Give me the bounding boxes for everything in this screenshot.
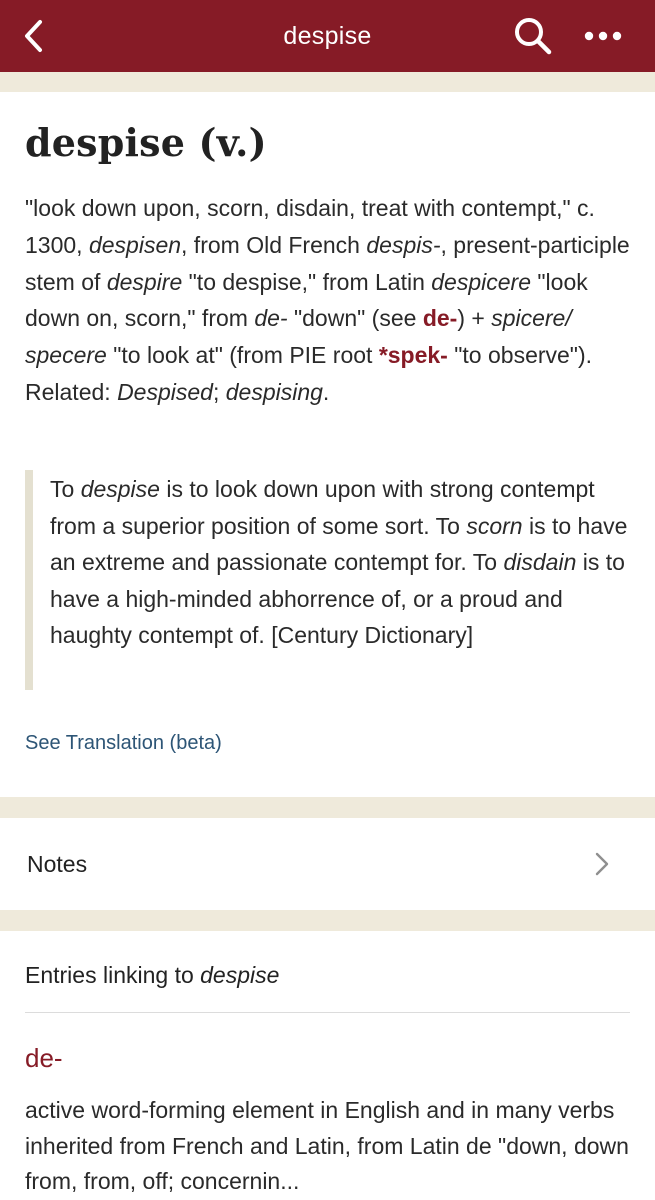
separator-band	[0, 72, 655, 92]
linked-entry-snippet: active word-forming element in English and in many verbs inherited from French and Latin, from Latin de "down, down from, from, off; concernin...	[25, 1097, 629, 1194]
separator-band	[0, 910, 655, 931]
italic-term: despire	[106, 268, 183, 295]
century-dictionary-quote	[25, 470, 637, 690]
search-button[interactable]	[510, 14, 556, 58]
italic-term: de-	[254, 305, 288, 332]
back-button[interactable]	[14, 14, 54, 58]
more-horizontal-icon	[583, 30, 623, 42]
italic-term: despicere	[431, 268, 531, 295]
divider	[25, 1012, 630, 1013]
chevron-left-icon	[23, 19, 45, 53]
quote-text: To despise is to look down upon with strong contempt from a superior position of some sort. To scorn is to have an extreme and passionate contempt for. To disdain is to have a high-minded abhorrence of, or a proud and haughty contempt of. [Century Dictionary]	[50, 476, 628, 649]
page-title: despise	[283, 22, 372, 50]
see-translation-link[interactable]: See Translation (beta)	[25, 732, 222, 754]
entry-headword: despise (v.)	[25, 120, 267, 165]
italic-term: despisen	[88, 231, 182, 258]
chevron-right-icon	[590, 851, 614, 877]
etymology-definition: "look down upon, scorn, disdain, treat with contempt," c. 1300, despisen, from Old French despis-, present-participle stem of despire "to despise," from Latin despicere "look down on, scorn," from de- "down" (see de-) + spicere/ specere "to look at" (from PIE root *spek- "to observe"). Related: Despised; despising.	[25, 195, 630, 405]
navigation-bar	[0, 0, 655, 72]
italic-term: spicere/ specere	[25, 305, 572, 369]
italic-term: despising	[225, 378, 323, 405]
crossref-link-spek[interactable]: *spek-	[378, 342, 448, 369]
notes-row[interactable]	[0, 818, 655, 910]
linked-entry-title[interactable]: de-	[25, 1043, 63, 1073]
separator-band	[0, 797, 655, 818]
italic-term: despis-	[366, 231, 441, 258]
italic-term: Despised	[117, 378, 213, 405]
entries-linking-heading: Entries linking to despise	[25, 962, 280, 988]
notes-label: Notes	[27, 851, 88, 877]
crossref-link-de[interactable]: de-	[422, 305, 458, 332]
more-options-button[interactable]	[580, 14, 626, 58]
search-icon	[513, 16, 553, 56]
